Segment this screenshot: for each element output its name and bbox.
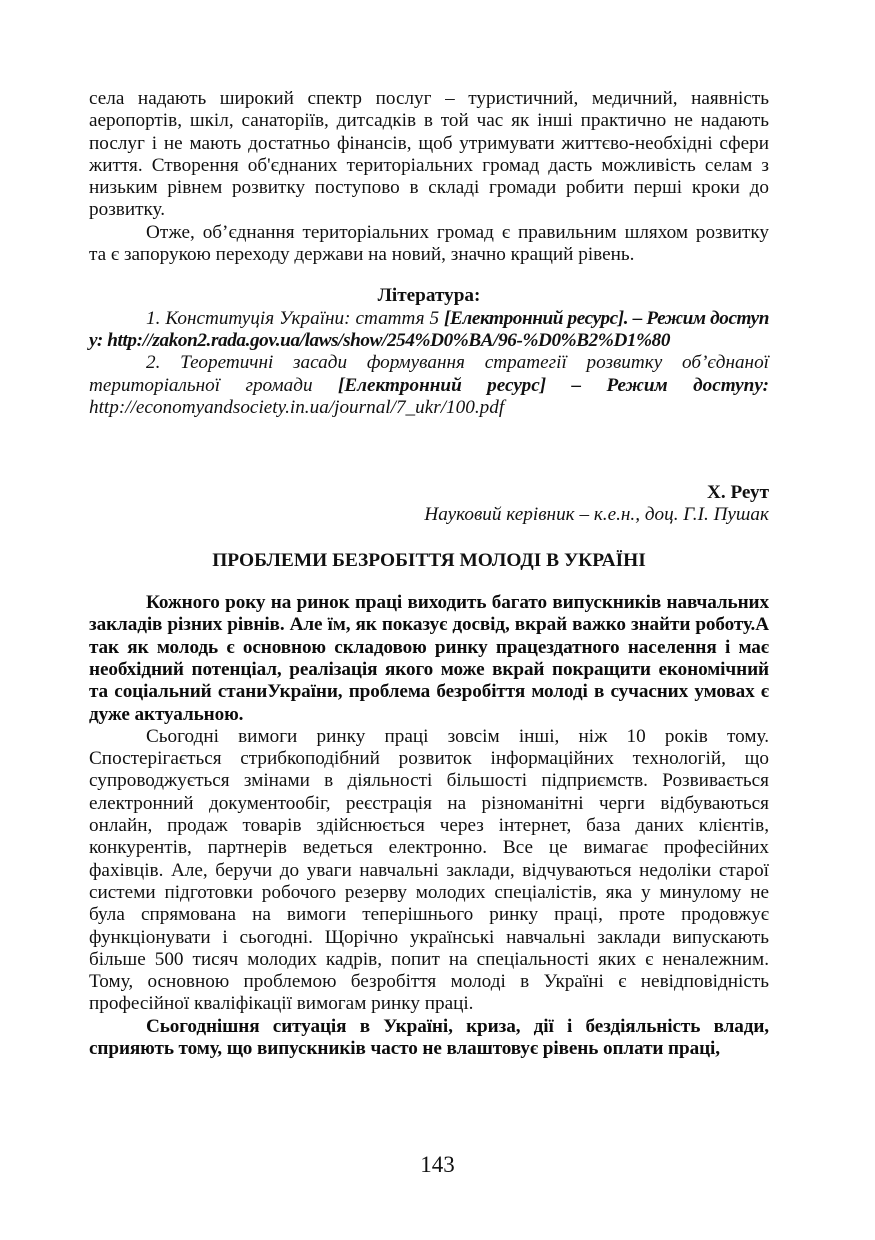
reference-2-resource: [Електронний ресурс] – Режим доступу: xyxy=(337,374,769,396)
article-author: Х. Реут xyxy=(707,482,769,504)
reference-item-1 xyxy=(89,308,769,353)
literature-heading: Література: xyxy=(377,285,481,307)
reference-1-link[interactable]: [Електронний ресурс]. – Режим доступу: http://zakon2.rada.gov.ua/laws/show/254%D0%BA/96-%D0%B2%D1%80 xyxy=(89,307,769,351)
document-page xyxy=(89,88,769,1060)
reference-1-text: 1. Конституція України: стаття 5 xyxy=(146,307,445,329)
article-title: ПРОБЛЕМИ БЕЗРОБІТТЯ МОЛОДІ В УКРАЇНІ xyxy=(212,549,646,571)
reference-2-link[interactable]: http://economyandsociety.in.ua/journal/7_ukr/100.pdf xyxy=(89,396,505,418)
intro-paragraph-1: села надають широкий спектр послуг – туристичний, медичний, наявність аеропортів, шкіл, санаторіїв, дитсадків в той час як інші практично не надають послуг і не мають достатньо фінансів, щоб утримувати життєво-необхідні сфери життя. Створення об'єднаних територіальних громад дасть можливість селам з низьким рівнем розвитку поступово в складі громади робити перші кроки до розвитку. xyxy=(89,88,769,221)
article-body-paragraph: Сьогодні вимоги ринку праці зовсім інші, ніж 10 років тому. Спостерігається стрибкоподібний розвиток інформаційних технологій, що супроводжується змінами в діяльності більшості підприємств. Розвивається електронний документообіг, реєстрація на різноманітні черги відбуваються онлайн, продаж товарів здійснюється через інтернет, база даних клієнтів, конкурентів, партнерів ведеться електронно. Все це вимагає професійних фахівців. Але, беручи до уваги навчальні заклади, відчуваються недоліки старої системи підготовки робочого резерву молодих спеціалістів, яка у минулому не була спрямована на вимоги теперішнього ринку праці, проте продовжує функціонувати і сьогодні. Щорічно українські навчальні заклади випускають більше 500 тисяч молодих кадрів, попит на спеціальності яких є неналежним. Тому, основною проблемою безробіття молоді в Україні є невідповідність професійної кваліфікації вимогам ринку праці. xyxy=(89,725,769,1015)
article-lead-paragraph: Кожного року на ринок праці виходить багато випускників навчальних закладів різних рівнів. Але їм, як показує досвід, вкрай важко знайти роботу.А так як молодь є основною складовою ринку працездатного населення і має необхідний потенціал, реалізація якого може вкрай покращити економічний та соціальний станиУкраїни, проблема безробіття молоді в сучасних умовах є дуже актуальною. xyxy=(89,592,769,725)
intro-paragraph-2: Отже, об’єднання територіальних громад є правильним шляхом розвитку та є запорукою переходу держави на новий, значно кращий рівень. xyxy=(89,221,769,266)
reference-item-2 xyxy=(89,352,769,419)
page-number: 143 xyxy=(420,1152,455,1177)
article-closing-paragraph: Сьогоднішня ситуація в Україні, криза, дії і бездіяльність влади, сприяють тому, що випускників часто не влаштовує рівень оплати праці, xyxy=(89,1015,769,1059)
article-supervisor: Науковий керівник – к.е.н., доц. Г.І. Пушак xyxy=(424,504,769,526)
reference-2-text: 2. Теоретичні засади формування стратегії розвитку об’єднаної територіальної громади xyxy=(89,352,769,396)
